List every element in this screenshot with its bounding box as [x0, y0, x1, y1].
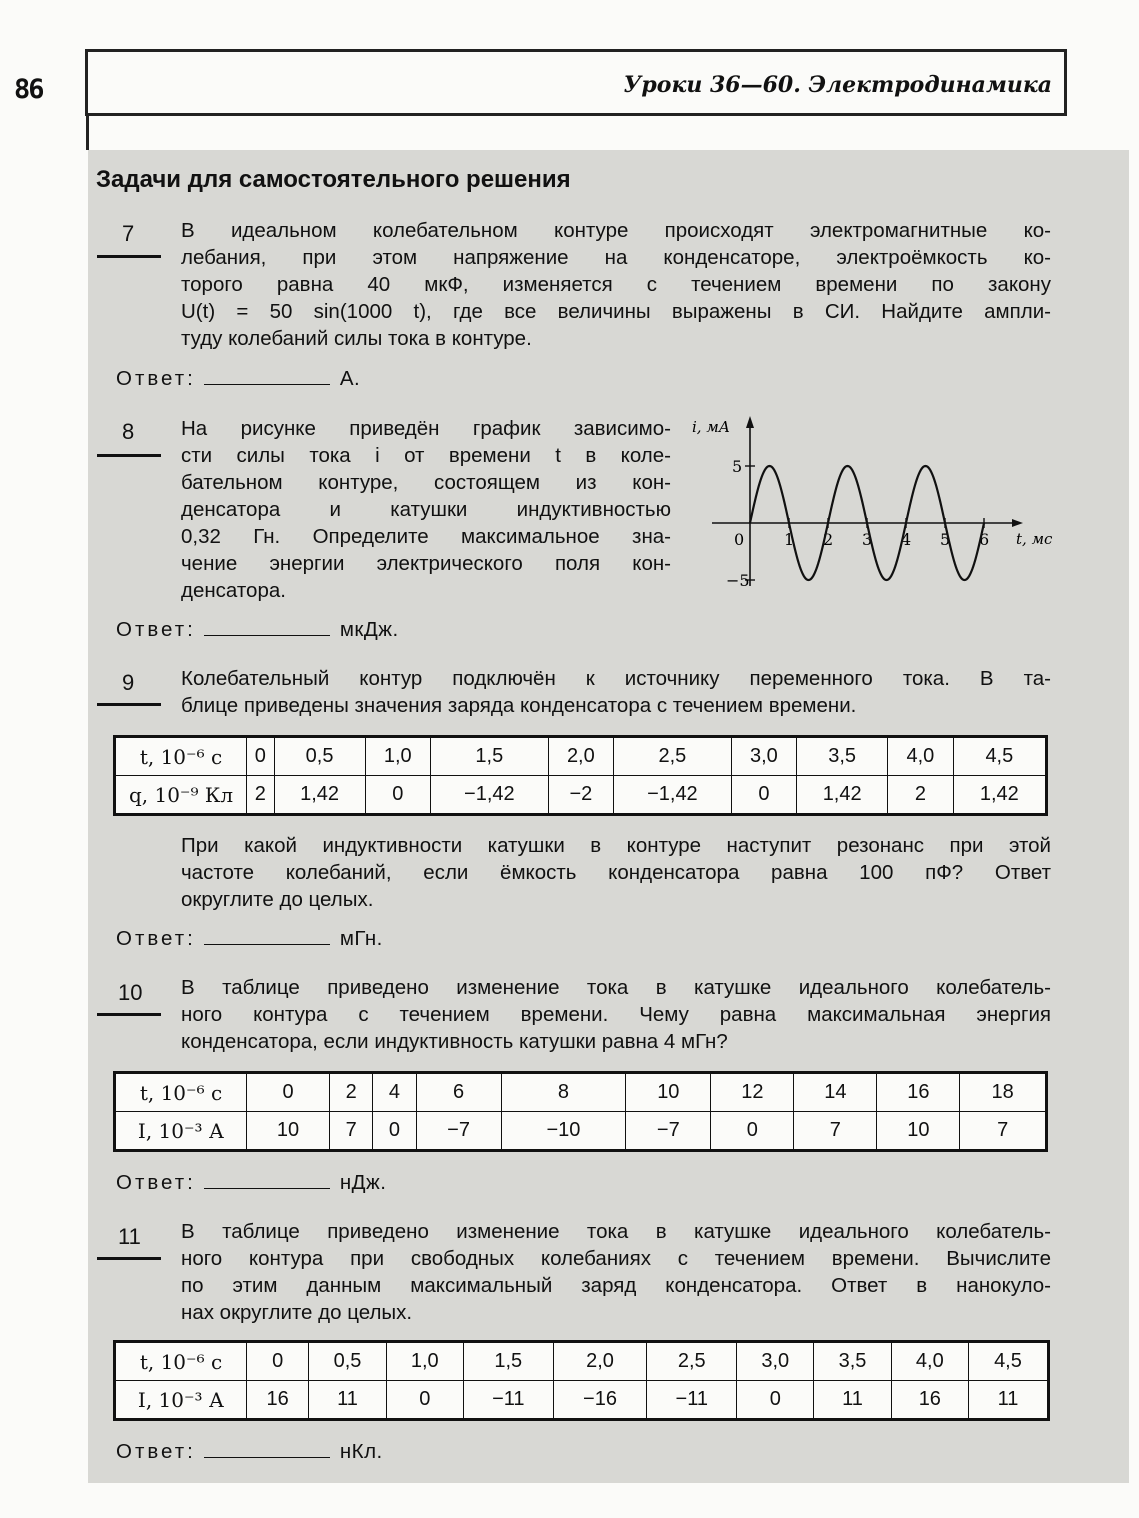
table-cell: 10	[877, 1112, 960, 1151]
problem-text	[181, 1218, 1051, 1326]
table-cell: 7	[794, 1112, 877, 1151]
answer-line	[116, 1170, 386, 1195]
table-cell: 2,0	[553, 1342, 647, 1381]
row-label: I, 10⁻³ А	[115, 1112, 247, 1151]
text-line: Колебательный контур подключён к источнику переменного тока. В та-	[181, 667, 1051, 690]
y-axis-arrow	[746, 416, 754, 428]
text-line: сти силы тока i от времени t в коле-	[181, 444, 671, 467]
table-row-values	[115, 776, 1047, 815]
problem-text	[181, 974, 1051, 1055]
text-line: При какой индуктивности катушки в контуре наступит резонанс при этой	[181, 834, 1051, 857]
text-line: В идеальном колебательном контуре происходят электромагнитные ко-	[181, 219, 1051, 242]
table-cell: 0	[737, 1381, 814, 1420]
answer-field[interactable]	[204, 366, 330, 385]
header-divider	[86, 116, 89, 150]
table-cell: 0,5	[309, 1342, 386, 1381]
table-row-time	[115, 737, 1047, 776]
text-line: В таблице приведено изменение тока в катушке идеального колебатель-	[181, 976, 1051, 999]
table-cell: −11	[647, 1381, 737, 1420]
table-cell: 4,0	[888, 737, 954, 776]
table-cell: 12	[711, 1073, 794, 1112]
answer-unit: А.	[339, 367, 361, 390]
answer-unit: мкДж.	[339, 618, 399, 641]
current-time-graph	[686, 408, 1066, 618]
problem-number-underline	[97, 1013, 161, 1016]
table-cell: −7	[416, 1112, 501, 1151]
problem-number: 11	[118, 1224, 141, 1249]
text-line: торого равна 40 мкФ, изменяется с течением времени по закону	[181, 273, 1051, 296]
table-cell: 7	[330, 1112, 373, 1151]
problem-number: 10	[118, 980, 143, 1005]
table-cell: 0	[247, 737, 275, 776]
answer-unit: нДж.	[339, 1171, 387, 1194]
table-cell: 0	[365, 776, 431, 815]
section-title: Задачи для самостоятельного решения	[96, 166, 571, 193]
answer-line	[116, 617, 399, 642]
y-tick-label: 5	[732, 457, 743, 476]
table-cell: 2,5	[647, 1342, 737, 1381]
answer-field[interactable]	[204, 617, 330, 636]
answer-unit: нКл.	[339, 1440, 383, 1463]
text-line: ного контура с течением времени. Чему равна максимальная энергия	[181, 1003, 1051, 1026]
table-cell: 1,42	[797, 776, 888, 815]
table-cell: 0	[247, 1342, 309, 1381]
answer-label: Ответ:	[116, 618, 196, 641]
table-cell: 11	[968, 1381, 1048, 1420]
text-line: В таблице приведено изменение тока в катушке идеального колебатель-	[181, 1220, 1051, 1243]
table-cell: −16	[553, 1381, 647, 1420]
table-row-values	[115, 1381, 1049, 1420]
table-cell: 18	[960, 1073, 1047, 1112]
table-cell: 0	[711, 1112, 794, 1151]
text-line: чение энергии электрического поля кон-	[181, 552, 671, 575]
table-cell: 3,0	[737, 1342, 814, 1381]
table-cell: −1,42	[614, 776, 731, 815]
table-cell: 3,0	[731, 737, 797, 776]
text-line: ного контура при свободных колебаниях с течением времени. Вычислите	[181, 1247, 1051, 1270]
x-axis-label: t, мс	[1016, 530, 1053, 548]
table-cell: 0,5	[274, 737, 365, 776]
text-line: бательном контуре, состоящем из кон-	[181, 471, 671, 494]
row-label: t, 10⁻⁶ с	[115, 1342, 247, 1381]
table-cell: 0	[731, 776, 797, 815]
x-tick-label: 6	[979, 530, 990, 549]
text-line: частоте колебаний, если ёмкость конденсатора равна 100 пФ? Ответ	[181, 861, 1051, 884]
table-row-time	[115, 1342, 1049, 1381]
text-line: лебания, при этом напряжение на конденсаторе, электроёмкость ко-	[181, 246, 1051, 269]
x-tick-label: 0	[734, 530, 745, 549]
table-cell: −11	[463, 1381, 553, 1420]
table-cell: 8	[501, 1073, 626, 1112]
text-line: блице приведены значения заряда конденсатора с течением времени.	[181, 694, 857, 717]
problem-number: 9	[122, 670, 135, 695]
answer-unit: мГн.	[339, 927, 383, 950]
table-cell: 4,0	[891, 1342, 968, 1381]
y-axis-label: i, мА	[692, 418, 731, 436]
problem-number: 8	[122, 419, 135, 444]
table-cell: 1,0	[365, 737, 431, 776]
data-table	[113, 1071, 1048, 1152]
answer-line	[116, 366, 360, 391]
answer-line	[116, 1439, 383, 1464]
row-label: I, 10⁻³ А	[115, 1381, 247, 1420]
table-cell: 10	[626, 1073, 711, 1112]
answer-label: Ответ:	[116, 927, 196, 950]
table-row-values	[115, 1112, 1047, 1151]
text-line: туду колебаний силы тока в контуре.	[181, 327, 532, 350]
table-cell: 16	[877, 1073, 960, 1112]
table-cell: 16	[247, 1381, 309, 1420]
text-line: денсатора и катушки индуктивностью	[181, 498, 671, 521]
table-cell: 0	[373, 1112, 416, 1151]
problem-number-underline	[97, 703, 161, 706]
problem-text	[181, 415, 671, 604]
x-axis-arrow	[1012, 519, 1023, 527]
y-tick-label: −5	[726, 571, 750, 590]
answer-line	[116, 926, 383, 951]
text-line: по этим данным максимальный заряд конденсатора. Ответ в нанокуло-	[181, 1274, 1051, 1297]
answer-label: Ответ:	[116, 1171, 196, 1194]
table-cell: 4	[373, 1073, 416, 1112]
problem-number-underline	[97, 255, 161, 258]
answer-label: Ответ:	[116, 1440, 196, 1463]
page-header	[85, 49, 1067, 116]
problem-number: 7	[122, 221, 135, 246]
table-cell: 3,5	[797, 737, 888, 776]
table-cell: 11	[309, 1381, 386, 1420]
data-table	[113, 735, 1048, 816]
row-label: t, 10⁻⁶ с	[115, 737, 247, 776]
text-line: нах округлите до целых.	[181, 1301, 413, 1324]
text-line: 0,32 Гн. Определите максимальное зна-	[181, 525, 671, 548]
header-title: Уроки 36—60. Электродинамика	[623, 72, 1052, 98]
table-cell: 16	[891, 1381, 968, 1420]
problem-text-continued	[181, 832, 1051, 913]
table-cell: 7	[960, 1112, 1047, 1151]
table-cell: 10	[247, 1112, 330, 1151]
table-cell: 1,5	[463, 1342, 553, 1381]
table-cell: 2	[247, 776, 275, 815]
table-cell: 0	[386, 1381, 463, 1420]
table-cell: 3,5	[814, 1342, 891, 1381]
row-label: t, 10⁻⁶ с	[115, 1073, 247, 1112]
page-number: 86	[14, 74, 43, 105]
table-cell: 1,0	[386, 1342, 463, 1381]
table-cell: 2	[330, 1073, 373, 1112]
text-line: денсатора.	[181, 579, 286, 602]
table-cell: 4,5	[953, 737, 1046, 776]
text-line: U(t) = 50 sin(1000 t), где все величины выражены в СИ. Найдите ампли-	[181, 300, 1051, 323]
problem-number-underline	[97, 454, 161, 457]
text-line: округлите до целых.	[181, 888, 374, 911]
table-cell: −2	[548, 776, 614, 815]
table-cell: 14	[794, 1073, 877, 1112]
x-tick-label: 3	[862, 530, 873, 549]
answer-field[interactable]	[204, 1170, 330, 1189]
table-cell: 1,5	[431, 737, 548, 776]
problem-text	[181, 217, 1051, 352]
text-line: На рисунке приведён график зависимо-	[181, 417, 671, 440]
answer-field[interactable]	[204, 1439, 330, 1458]
answer-field[interactable]	[204, 926, 330, 945]
row-label: q, 10⁻⁹ Кл	[115, 776, 247, 815]
answer-label: Ответ:	[116, 367, 196, 390]
table-row-time	[115, 1073, 1047, 1112]
table-cell: 6	[416, 1073, 501, 1112]
table-cell: −7	[626, 1112, 711, 1151]
x-tick-label: 1	[784, 530, 795, 549]
table-cell: 1,42	[953, 776, 1046, 815]
problem-number-underline	[97, 1257, 161, 1260]
table-cell: 4,5	[968, 1342, 1048, 1381]
x-tick-label: 2	[823, 530, 834, 549]
table-cell: 0	[247, 1073, 330, 1112]
data-table	[113, 1340, 1050, 1421]
table-cell: −10	[501, 1112, 626, 1151]
table-cell: −1,42	[431, 776, 548, 815]
x-tick-label: 5	[940, 530, 951, 549]
table-cell: 11	[814, 1381, 891, 1420]
text-line: конденсатора, если индуктивность катушки равна 4 мГн?	[181, 1030, 728, 1053]
problem-text	[181, 665, 1051, 719]
table-cell: 1,42	[274, 776, 365, 815]
table-cell: 2,0	[548, 737, 614, 776]
table-cell: 2	[888, 776, 954, 815]
x-tick-label: 4	[901, 530, 912, 549]
table-cell: 2,5	[614, 737, 731, 776]
